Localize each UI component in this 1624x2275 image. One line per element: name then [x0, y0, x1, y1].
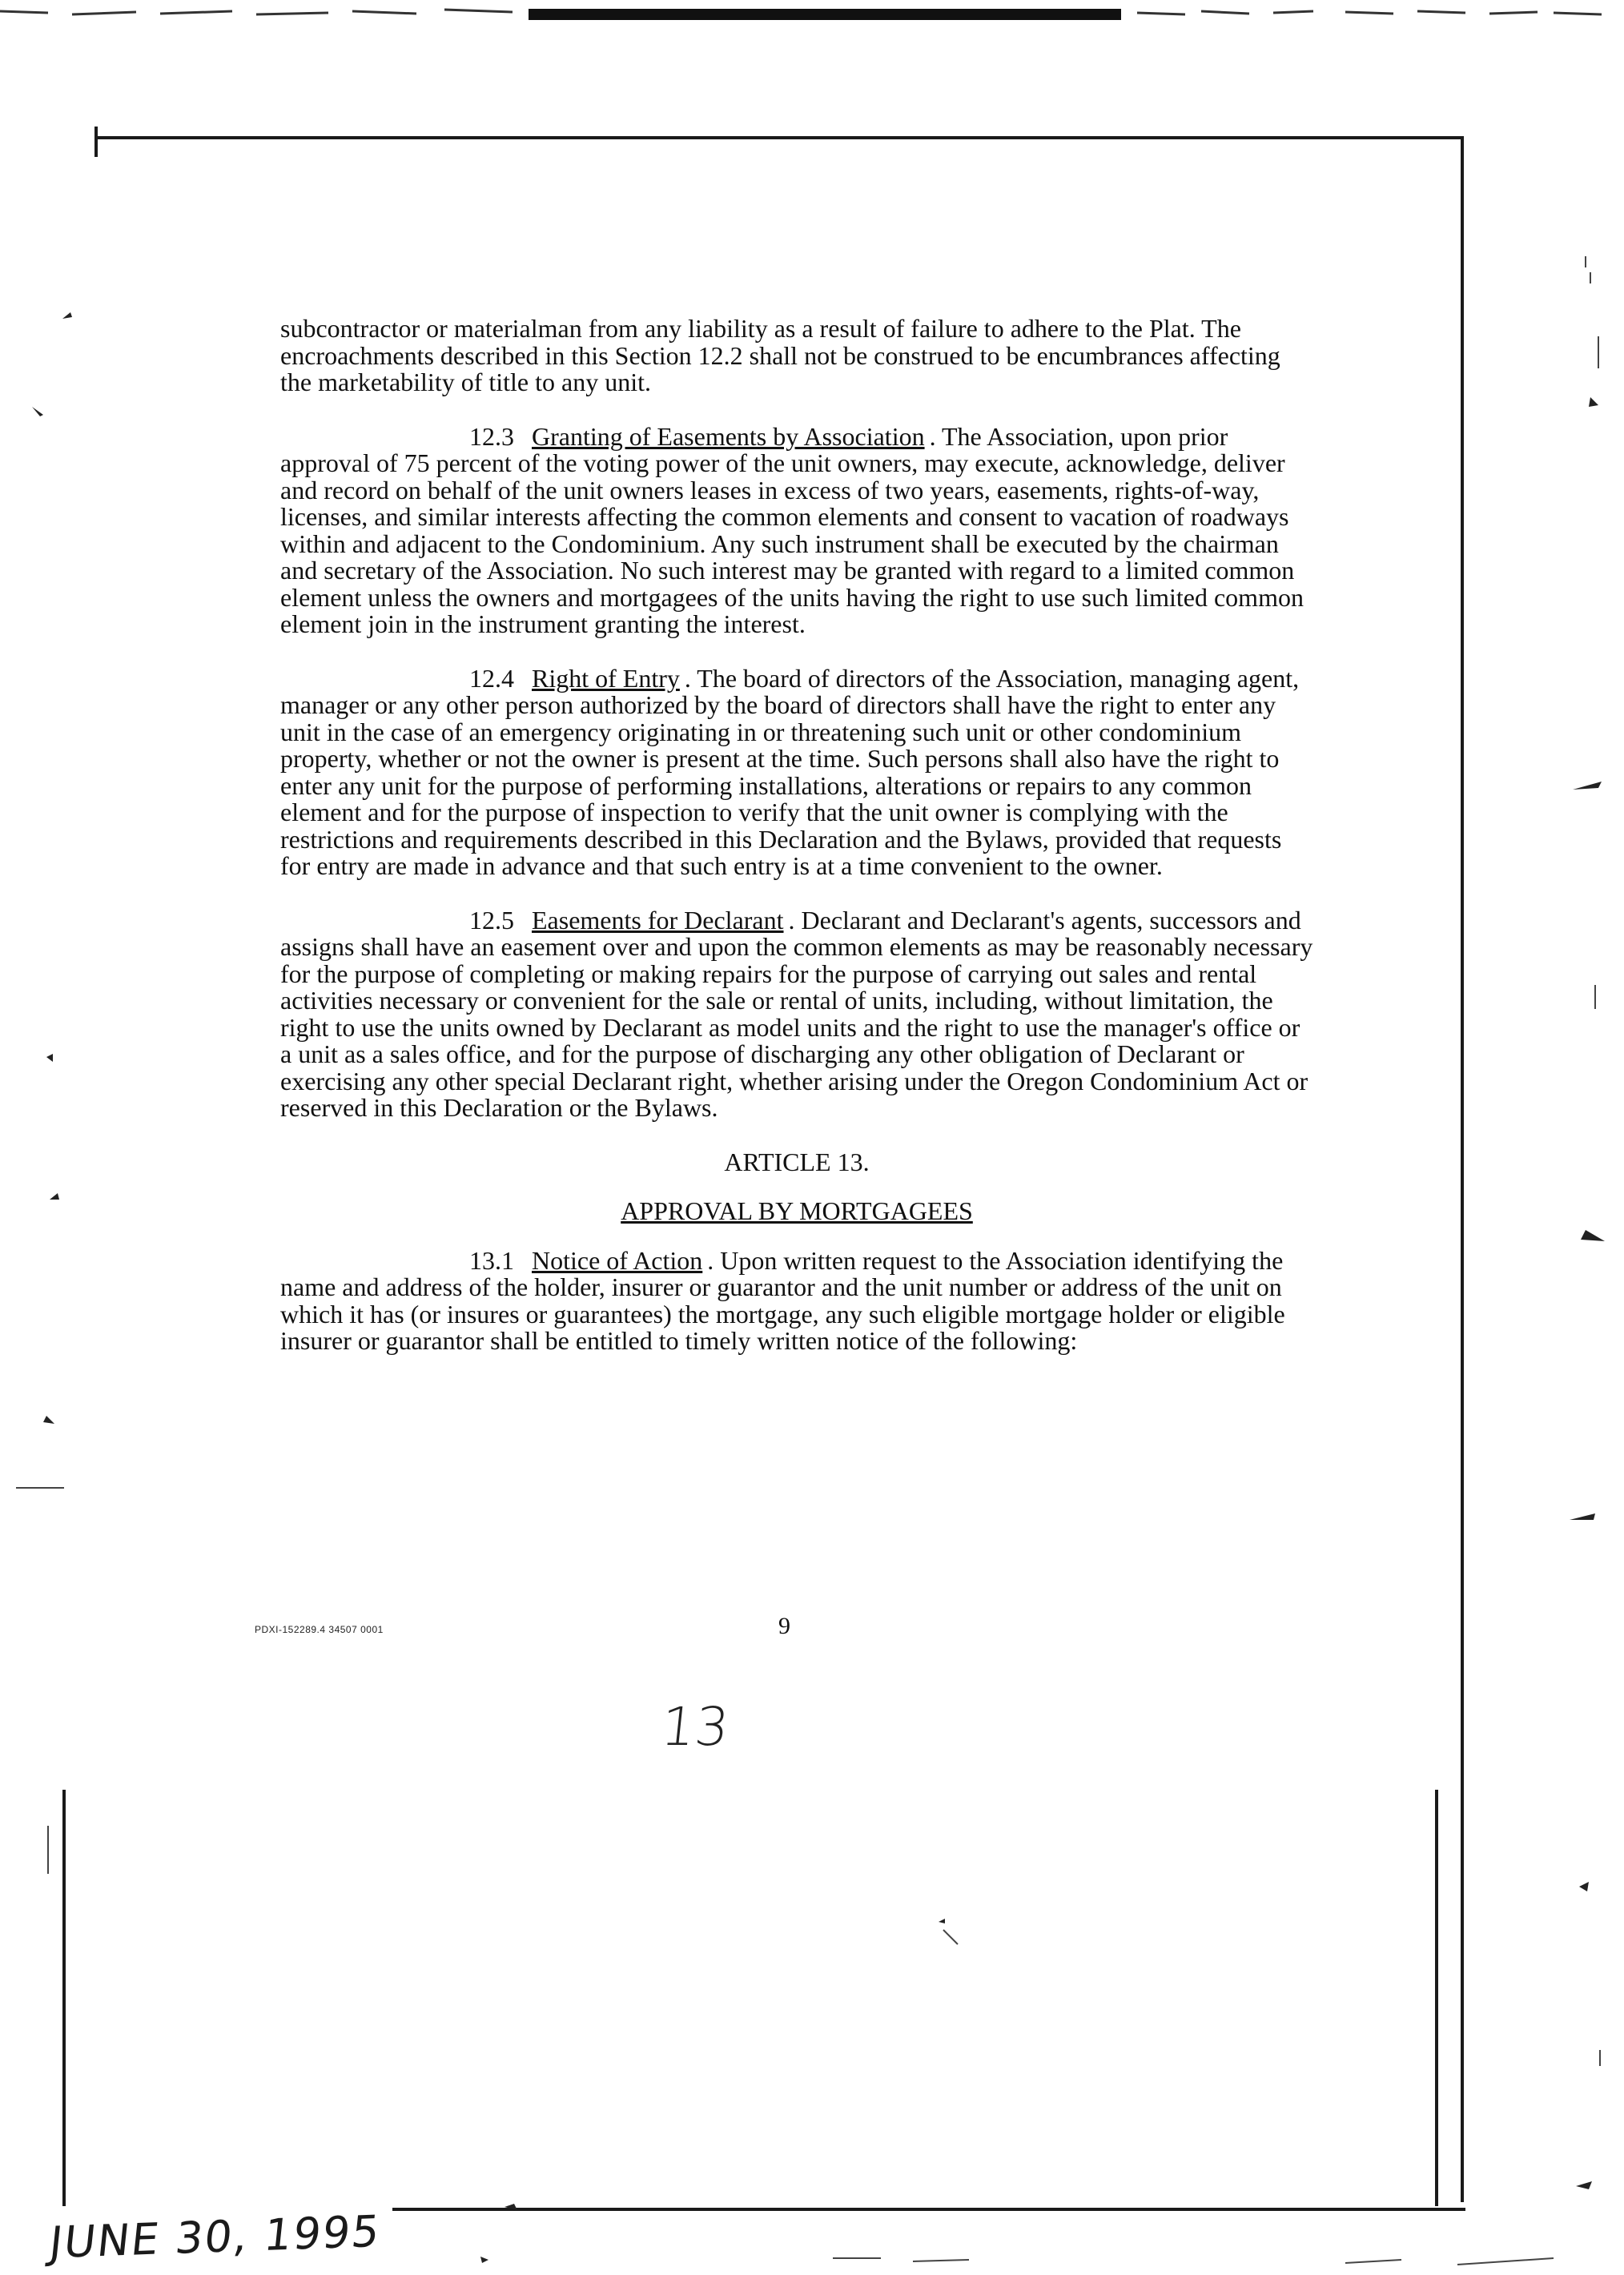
document-id: PDXI-152289.4 34507 0001 — [255, 1624, 384, 1635]
section-text: . The Association, upon prior approval of 75 percent of the voting power of the unit owners, may execute, acknowledge, deliver and record on behalf of the unit owners leases in excess of two years, easements, rights-of-way, licenses, and similar interests affecting the common elements and consent to vacation of roadways within and adjacent to the Condominium. Any such instrument shall be executed by the chairman and secretary of the Association. No such interest may be granted with regard to a limited common element unless the owners and mortgagees of the units having the right to use such limited common element join in the instrument granting the interest. — [280, 421, 1304, 638]
scan-artifact-top — [0, 0, 1624, 24]
section-text: . Declarant and Declarant's agents, successors and assigns shall have an easement over and upon the common elements as may be reasonably necessary for the purpose of completing or making repairs for the purpose of carrying out sales and rental activities necessary or convenient for the sale or rental of units, including, without limitation, the right to use the units owned by Declarant as model units and the right to use the manager's office or a unit as a sales office, and for the purpose of discharging any other obligation of Declarant or exercising any other special Declarant right, whether arising under the Oregon Condominium Act or reserved in this Declaration or the Bylaws. — [280, 905, 1313, 1122]
document-body — [280, 316, 1313, 1382]
section-title: Right of Entry — [532, 663, 680, 693]
frame-right-border — [1461, 136, 1464, 2202]
page-number: 9 — [778, 1613, 790, 1639]
article-number: ARTICLE 13. — [724, 1147, 870, 1176]
frame-right-lower-border — [1435, 1790, 1438, 2206]
section-number: 12.5 — [469, 905, 514, 935]
section-number: 12.4 — [469, 663, 514, 693]
section-title: Granting of Easements by Association — [532, 421, 925, 451]
section-13-1 — [280, 1245, 1313, 1355]
frame-left-tick — [94, 127, 98, 157]
article-title: APPROVAL BY MORTGAGEES — [621, 1196, 973, 1225]
section-12-5 — [280, 907, 1313, 1122]
frame-left-lower-border — [62, 1790, 66, 2206]
handwritten-date: JUNE 30, 1995 — [46, 2205, 384, 2269]
section-text: . Upon written request to the Association identifying the name and address of the holder, insurer or guarantor and the unit number or address of the unit on which it has (or insures or guarantees) the mortgage, any such eligible mortgage holder or eligible insurer or guarantor shall be entitled to timely written notice of the following: — [280, 1245, 1285, 1355]
paragraph-text: subcontractor or materialman from any liability as a result of failure to adhere to the Plat. The encroachments described in this Section 12.2 shall not be construed to be encumbrances affecting the marketability of title to any unit. — [280, 314, 1280, 396]
frame-top-border — [94, 136, 1464, 139]
handwritten-page-number: 13 — [657, 1696, 733, 1758]
section-text: . The board of directors of the Association, managing agent, manager or any other person authorized by the board of directors shall have the right to enter any unit in the case of an emergency originating in or threatening such unit or other condominium property, whether or not the owner is present at the time. Such persons shall also have the right to enter any unit for the purpose of performing installations, alterations or repairs to any common element and for the purpose of inspection to verify that the unit owner is complying with the restrictions and requirements described in this Declaration and the Bylaws, provided that requests for entry are made in advance and that such entry is at a time convenient to the owner. — [280, 663, 1300, 880]
paragraph-continuation — [280, 316, 1313, 396]
section-title: Easements for Declarant — [532, 905, 784, 935]
section-title: Notice of Action — [532, 1245, 703, 1275]
section-number: 12.3 — [469, 421, 514, 451]
section-12-3 — [280, 421, 1313, 638]
frame-bottom-border — [392, 2208, 1465, 2211]
section-number: 13.1 — [469, 1245, 514, 1275]
section-12-4 — [280, 665, 1313, 880]
